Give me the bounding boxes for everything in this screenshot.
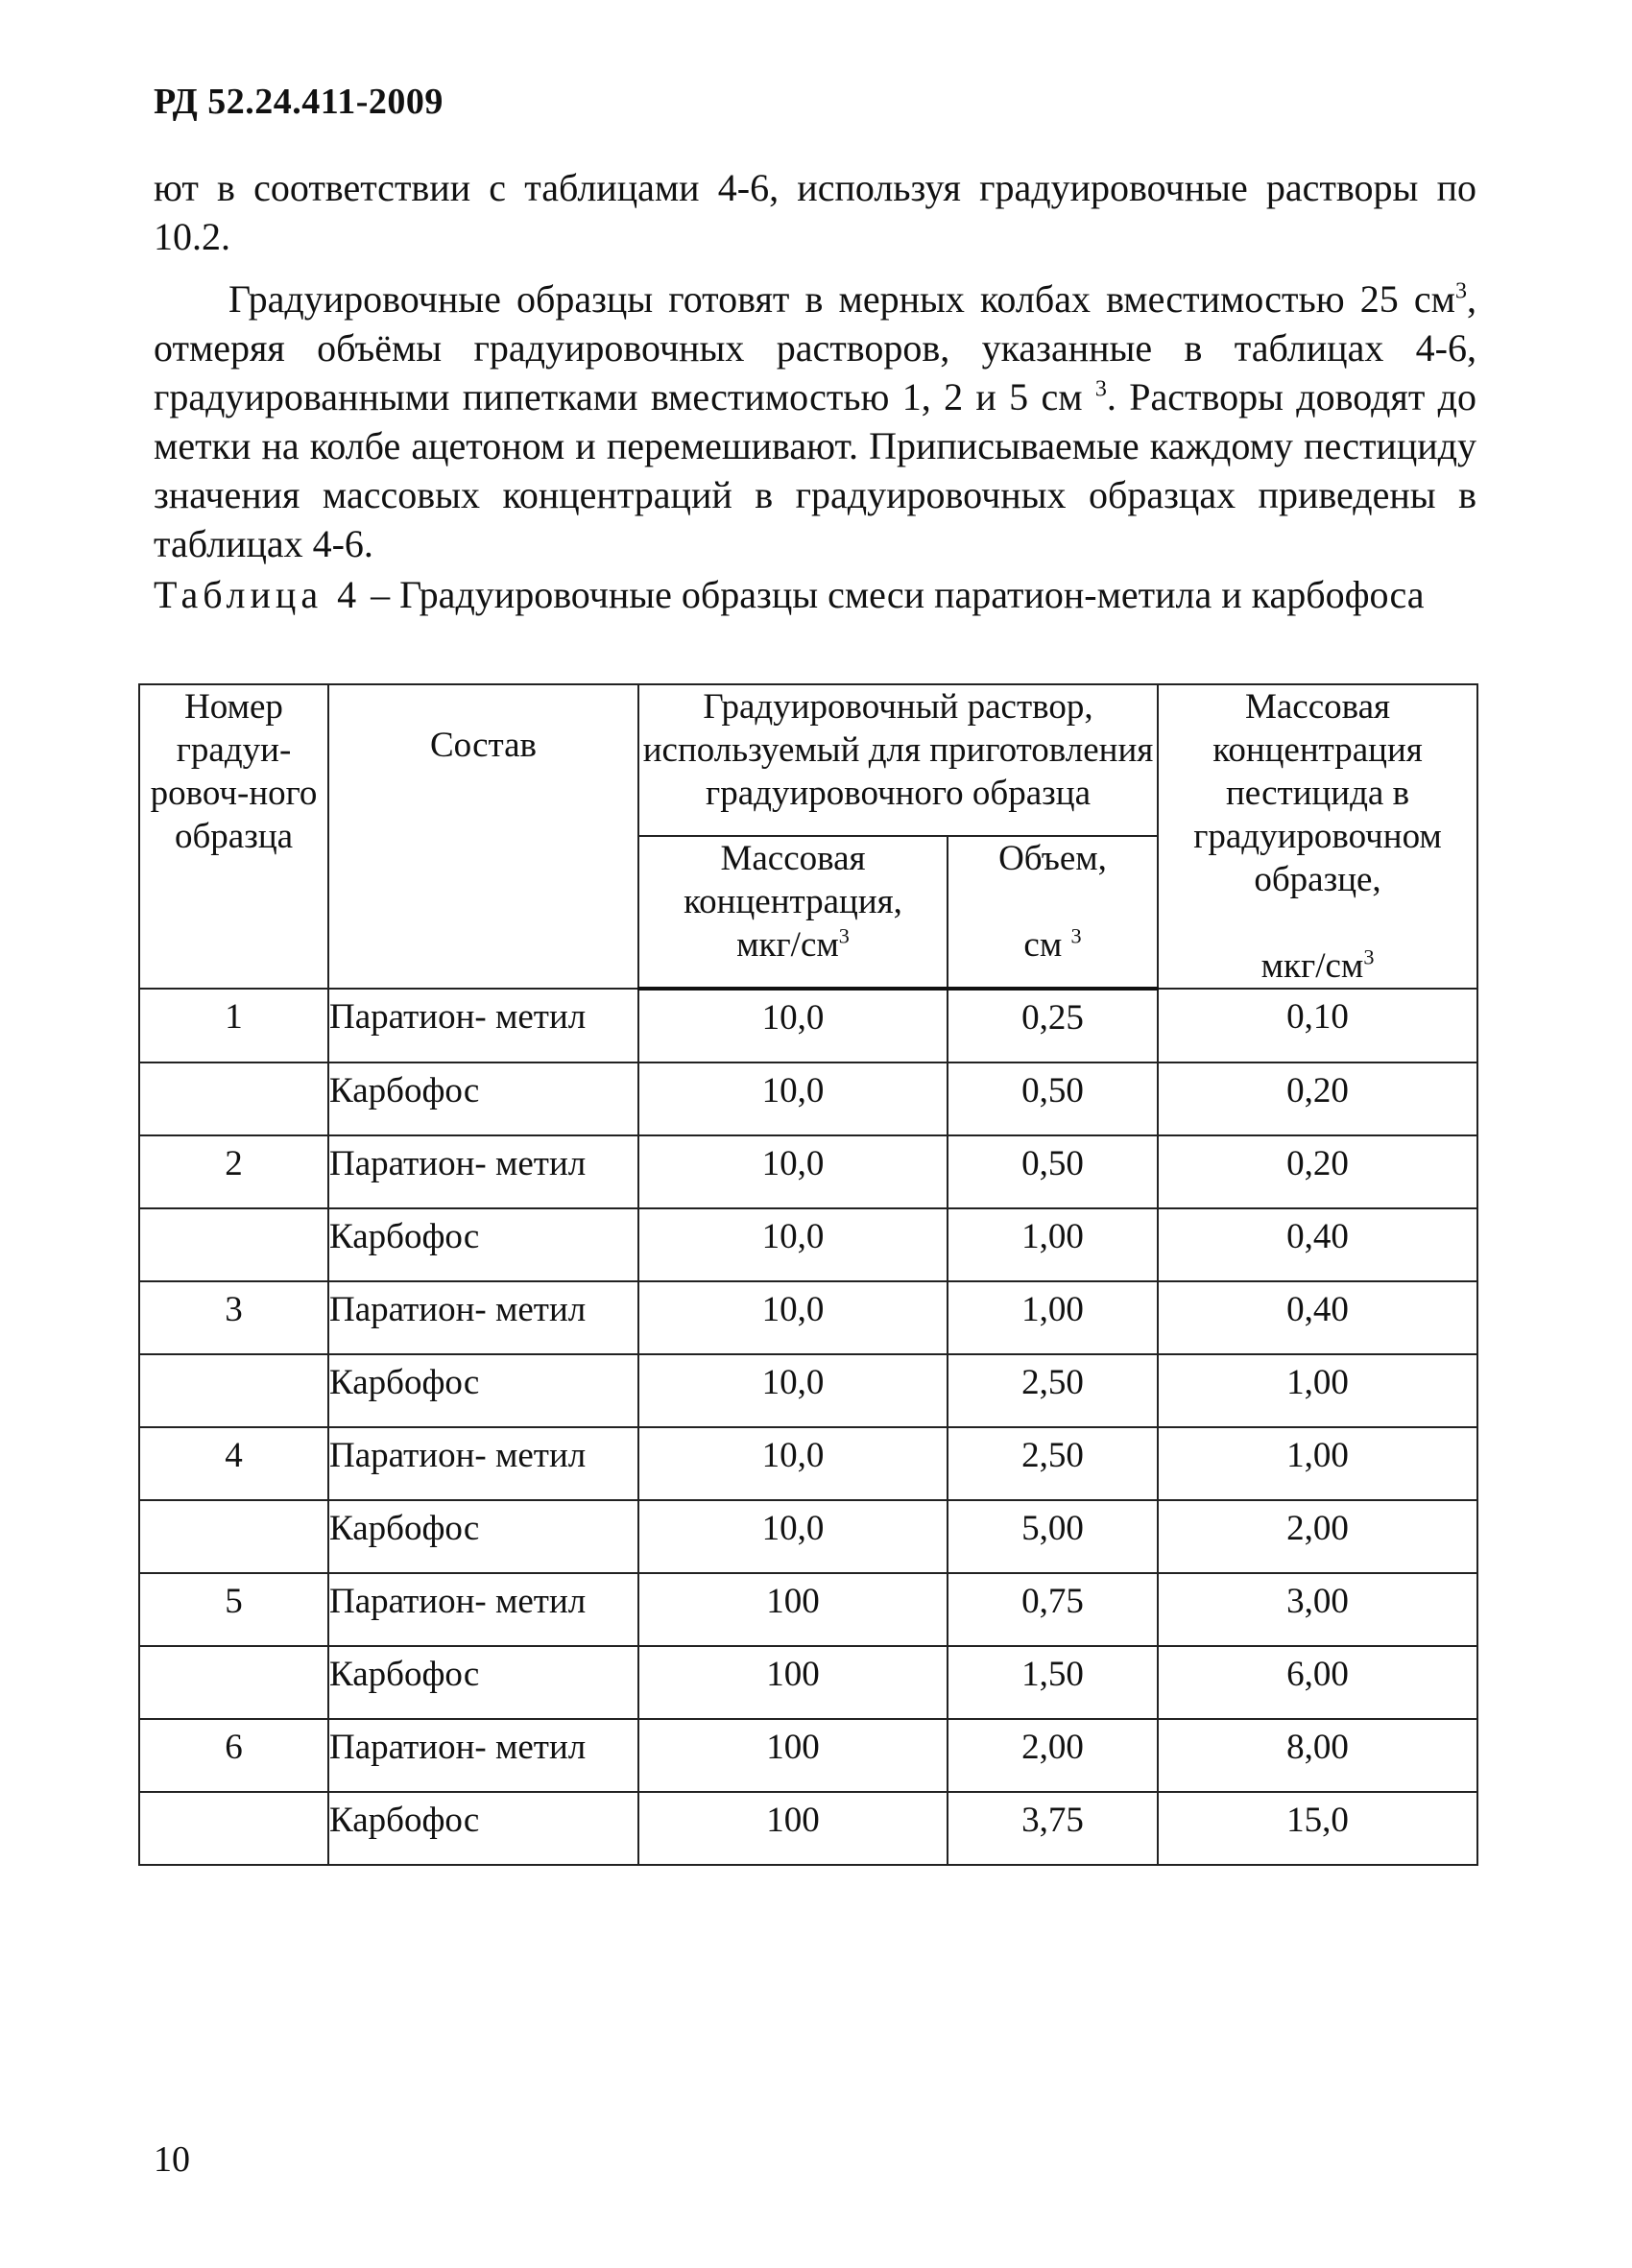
solution-concentration-cell: 10,0	[638, 1281, 948, 1354]
component-cell: Паратион- метил	[328, 989, 638, 1062]
volume-cell: 2,50	[948, 1427, 1158, 1500]
sample-number-cell: 4	[139, 1427, 328, 1500]
component-cell: Карбофос	[328, 1646, 638, 1719]
volume-cell: 0,50	[948, 1135, 1158, 1208]
component-cell: Паратион- метил	[328, 1281, 638, 1354]
result-concentration-cell: 6,00	[1158, 1646, 1477, 1719]
component-cell: Паратион- метил	[328, 1573, 638, 1646]
table-row	[139, 1427, 1477, 1500]
result-concentration-cell: 0,20	[1158, 1135, 1477, 1208]
result-concentration-cell: 0,40	[1158, 1281, 1477, 1354]
volume-cell: 5,00	[948, 1500, 1158, 1573]
paragraph-continuation: ют в соответствии с таблицами 4-6, используя градуировочные растворы по 10.2.	[154, 166, 1476, 258]
sample-number-cell	[139, 1208, 328, 1281]
volume-cell: 3,75	[948, 1792, 1158, 1865]
table-row	[139, 1719, 1477, 1792]
sample-number-cell: 6	[139, 1719, 328, 1792]
table-row	[139, 989, 1477, 1062]
sample-number-cell: 5	[139, 1573, 328, 1646]
component-cell: Паратион- метил	[328, 1135, 638, 1208]
table-row	[139, 1646, 1477, 1719]
table-caption-text: – Градуировочные образцы смеси паратион-метила и карбофоса	[361, 573, 1425, 616]
component-cell: Карбофос	[328, 1062, 638, 1135]
header-sample-number: Номер градуи-ровоч-ного образца	[139, 684, 328, 989]
header-composition: Состав	[328, 684, 638, 989]
solution-concentration-cell: 100	[638, 1719, 948, 1792]
paragraph-preparation: Градуировочные образцы готовят в мерных колбах вместимостью 25 $см^3$, отмеряя объёмы градуировочных растворов, указанные в таблицах 4-6, градуированными пипетками вместимостью 1, 2 и 5 см $^3$. Растворы доводят до метки на колбе ацетоном и перемешивают. Приписываемые каждому пестициду значения массовых концентраций в градуировочных образцах приведены в таблицах 4-6.	[154, 277, 1476, 565]
volume-cell: 0,50	[948, 1062, 1158, 1135]
solution-concentration-cell: 100	[638, 1573, 948, 1646]
solution-concentration-cell: 10,0	[638, 1062, 948, 1135]
table-row	[139, 1208, 1477, 1281]
table-row	[139, 1573, 1477, 1646]
sample-number-cell: 2	[139, 1135, 328, 1208]
table-row	[139, 1281, 1477, 1354]
sample-number-cell: 3	[139, 1281, 328, 1354]
solution-concentration-cell: 100	[638, 1792, 948, 1865]
component-cell: Карбофос	[328, 1208, 638, 1281]
volume-cell: 1,00	[948, 1208, 1158, 1281]
header-solution-group: Градуировочный раствор, используемый для приготовления градуировочного образца	[638, 684, 1158, 836]
sample-number-cell: 1	[139, 989, 328, 1062]
document-code: РД 52.24.411-2009	[154, 82, 444, 122]
result-concentration-cell: 15,0	[1158, 1792, 1477, 1865]
result-concentration-cell: 0,20	[1158, 1062, 1477, 1135]
solution-concentration-cell: 100	[638, 1646, 948, 1719]
table-caption	[154, 570, 1476, 619]
page-number: 10	[154, 2139, 190, 2180]
calibration-table	[138, 683, 1478, 1866]
volume-cell: 2,00	[948, 1719, 1158, 1792]
header-volume: Объем, см $^3$	[948, 836, 1158, 989]
result-concentration-cell: 3,00	[1158, 1573, 1477, 1646]
volume-cell: 1,00	[948, 1281, 1158, 1354]
result-concentration-cell: 8,00	[1158, 1719, 1477, 1792]
result-concentration-cell: 0,40	[1158, 1208, 1477, 1281]
result-concentration-cell: 2,00	[1158, 1500, 1477, 1573]
solution-concentration-cell: 10,0	[638, 1427, 948, 1500]
volume-cell: 1,50	[948, 1646, 1158, 1719]
volume-cell: 0,25	[948, 989, 1158, 1062]
solution-concentration-cell: 10,0	[638, 1208, 948, 1281]
table-row	[139, 1792, 1477, 1865]
component-cell: Карбофос	[328, 1792, 638, 1865]
header-solution-concentration: Массовая концентрация, мкг/$см^3$	[638, 836, 948, 989]
table-row	[139, 1062, 1477, 1135]
volume-cell: 0,75	[948, 1573, 1158, 1646]
body-text	[154, 163, 1476, 568]
solution-concentration-cell: 10,0	[638, 1354, 948, 1427]
table-row	[139, 1354, 1477, 1427]
component-cell: Паратион- метил	[328, 1719, 638, 1792]
table-row	[139, 1135, 1477, 1208]
solution-concentration-cell: 10,0	[638, 1135, 948, 1208]
result-concentration-cell: 1,00	[1158, 1354, 1477, 1427]
component-cell: Карбофос	[328, 1354, 638, 1427]
volume-cell: 2,50	[948, 1354, 1158, 1427]
header-result-concentration: Массовая концентрация пестицида в градуировочном образце, мкг/$см^3$	[1158, 684, 1477, 989]
table-row	[139, 1500, 1477, 1573]
sample-number-cell	[139, 1792, 328, 1865]
solution-concentration-cell: 10,0	[638, 989, 948, 1062]
sample-number-cell	[139, 1062, 328, 1135]
result-concentration-cell: 0,10	[1158, 989, 1477, 1062]
sample-number-cell	[139, 1354, 328, 1427]
result-concentration-cell: 1,00	[1158, 1427, 1477, 1500]
component-cell: Карбофос	[328, 1500, 638, 1573]
sample-number-cell	[139, 1646, 328, 1719]
component-cell: Паратион- метил	[328, 1427, 638, 1500]
solution-concentration-cell: 10,0	[638, 1500, 948, 1573]
table-caption-label: Таблица 4	[154, 573, 362, 616]
sample-number-cell	[139, 1500, 328, 1573]
table-body	[139, 989, 1477, 1865]
